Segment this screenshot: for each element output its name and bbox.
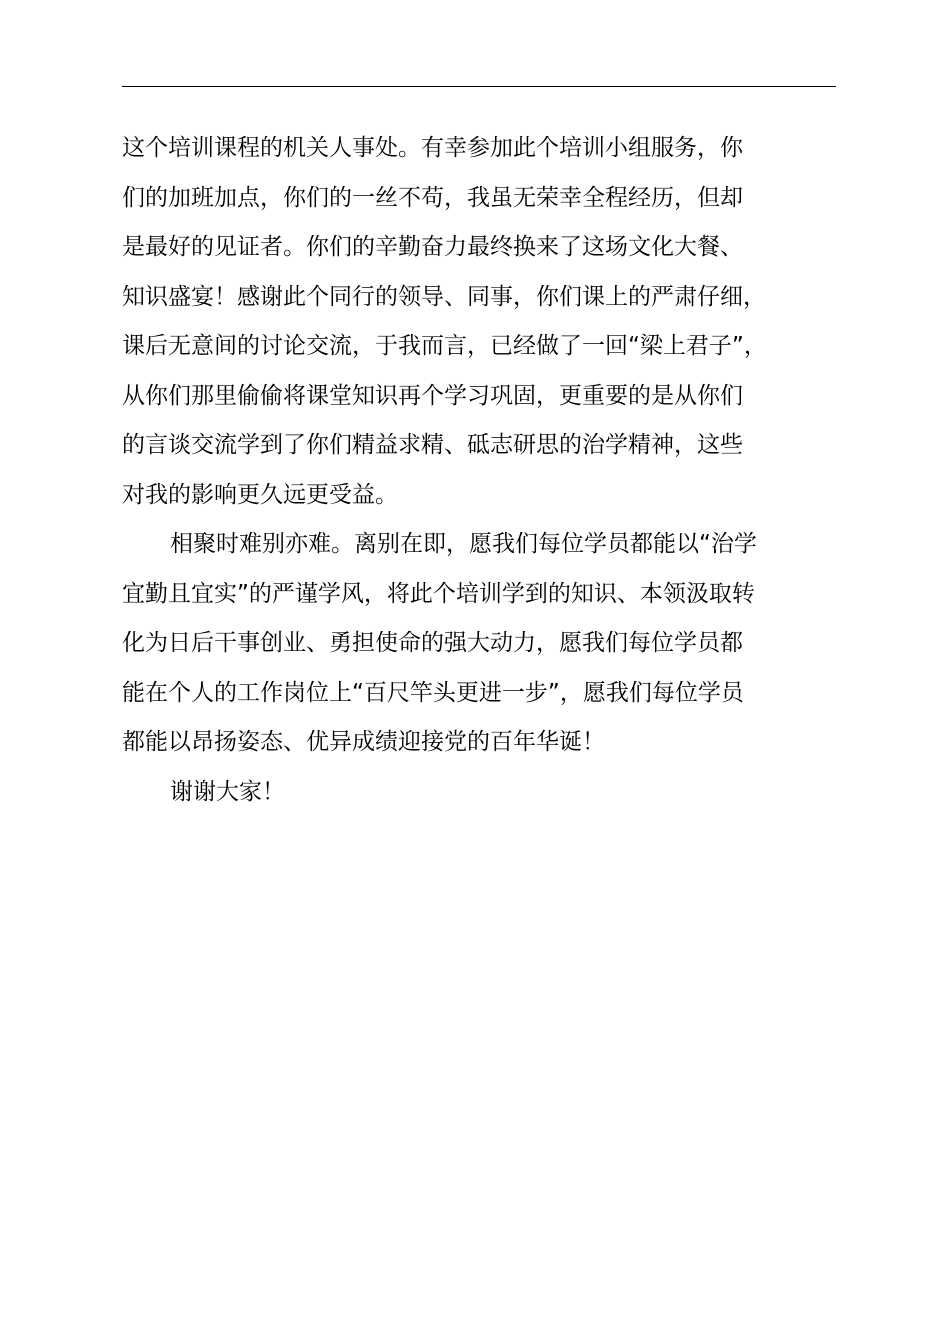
paragraph-1-line-5: 课后无意间的讨论交流，于我而言，已经做了一回“梁上君子”，	[122, 333, 767, 359]
paragraph-2-line-4: 能在个人的工作岗位上“百尺竿头更进一步”，愿我们每位学员	[122, 679, 744, 706]
paragraph-1-line-6: 从你们那里偷偷将课堂知识再个学习巩固，更重要的是从你们	[122, 382, 743, 409]
paragraph-1-line-1: 这个培训课程的机关人事处。有幸参加此个培训小组服务，你	[122, 135, 743, 161]
paragraph-1-line-8: 对我的影响更久远更受益。	[122, 481, 398, 508]
paragraph-2-line-2: 宜勤且宜实”的严谨学风，将此个培训学到的知识、本领汲取转	[122, 580, 755, 607]
paragraph-1-line-2: 们的加班加点，你们的一丝不苟，我虽无荣幸全程经历，但却	[122, 184, 743, 211]
paragraph-1-line-7: 的言谈交流学到了你们精益求精、砥志研思的治学精神，这些	[122, 432, 743, 458]
paragraph-3-line-1: 谢谢大家！	[170, 778, 285, 805]
header-rule	[122, 86, 836, 87]
paragraph-2-line-1: 相聚时难别亦难。离别在即，愿我们每位学员都能以“治学	[170, 531, 757, 557]
paragraph-2-line-3: 化为日后干事创业、勇担使命的强大动力，愿我们每位学员都	[122, 630, 743, 656]
paragraph-1-line-4: 知识盛宴！感谢此个同行的领导、同事，你们课上的严肃仔细，	[122, 283, 766, 310]
paragraph-1-line-3: 是最好的见证者。你们的辛勤奋力最终换来了这场文化大餐、	[122, 234, 743, 260]
document-body	[122, 124, 836, 817]
paragraph-2-line-5: 都能以昂扬姿态、优异成绩迎接党的百年华诞！	[122, 729, 605, 755]
